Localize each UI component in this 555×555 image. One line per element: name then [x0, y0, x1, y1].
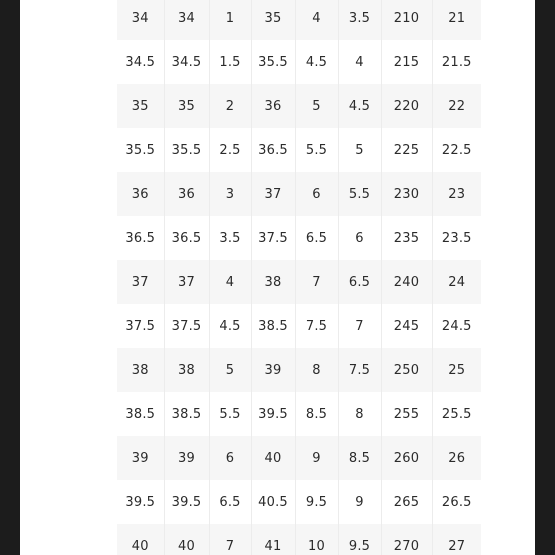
- table-cell: 1: [209, 0, 251, 40]
- table-cell: 245: [381, 304, 432, 348]
- table-cell: 39.5: [251, 392, 295, 436]
- table-cell: 38: [251, 260, 295, 304]
- table-cell: 38: [117, 348, 164, 392]
- table-cell: 5: [338, 128, 381, 172]
- table-cell: 23.5: [432, 216, 481, 260]
- table-row: [117, 436, 481, 480]
- table-cell: 38.5: [251, 304, 295, 348]
- table-cell: 3: [209, 172, 251, 216]
- table-cell: 38.5: [117, 392, 164, 436]
- table-cell: 7: [295, 260, 338, 304]
- table-cell: 39: [117, 436, 164, 480]
- table-cell: 37: [251, 172, 295, 216]
- table-cell: 34.5: [164, 40, 209, 84]
- table-cell: 7: [338, 304, 381, 348]
- table-cell: 265: [381, 480, 432, 524]
- table-cell: 40: [164, 524, 209, 555]
- table-cell: 37.5: [164, 304, 209, 348]
- table-cell: 1.5: [209, 40, 251, 84]
- table-cell: 2: [209, 84, 251, 128]
- table-cell: 8.5: [338, 436, 381, 480]
- table-cell: 4.5: [295, 40, 338, 84]
- table-cell: 255: [381, 392, 432, 436]
- table-cell: 39.5: [164, 480, 209, 524]
- table-cell: 225: [381, 128, 432, 172]
- table-cell: 34.5: [117, 40, 164, 84]
- table-cell: 8.5: [295, 392, 338, 436]
- table-cell: 235: [381, 216, 432, 260]
- table-cell: 34: [117, 0, 164, 40]
- table-cell: 5.5: [209, 392, 251, 436]
- table-cell: 7.5: [338, 348, 381, 392]
- table-row: [117, 480, 481, 524]
- table-cell: 6.5: [209, 480, 251, 524]
- table-cell: 8: [295, 348, 338, 392]
- table-cell: 270: [381, 524, 432, 555]
- table-cell: 7: [209, 524, 251, 555]
- table-cell: 35: [164, 84, 209, 128]
- size-table-body: [117, 0, 481, 555]
- table-cell: 39.5: [117, 480, 164, 524]
- table-cell: 5: [295, 84, 338, 128]
- table-cell: 7.5: [295, 304, 338, 348]
- table-cell: 27: [432, 524, 481, 555]
- table-cell: 6: [295, 172, 338, 216]
- size-chart-panel: [20, 0, 535, 555]
- table-cell: 38.5: [164, 392, 209, 436]
- table-row: [117, 216, 481, 260]
- table-cell: 9: [295, 436, 338, 480]
- table-cell: 5: [209, 348, 251, 392]
- table-cell: 9.5: [338, 524, 381, 555]
- table-cell: 4: [209, 260, 251, 304]
- table-cell: 4.5: [209, 304, 251, 348]
- table-cell: 35.5: [251, 40, 295, 84]
- table-cell: 5.5: [338, 172, 381, 216]
- table-row: [117, 0, 481, 40]
- table-cell: 6: [209, 436, 251, 480]
- table-cell: 22.5: [432, 128, 481, 172]
- table-cell: 37: [164, 260, 209, 304]
- table-cell: 21: [432, 0, 481, 40]
- table-cell: 4.5: [338, 84, 381, 128]
- table-cell: 260: [381, 436, 432, 480]
- table-cell: 37: [117, 260, 164, 304]
- table-cell: 36.5: [164, 216, 209, 260]
- table-cell: 4: [338, 40, 381, 84]
- table-cell: 250: [381, 348, 432, 392]
- table-cell: 21.5: [432, 40, 481, 84]
- table-cell: 3.5: [338, 0, 381, 40]
- table-cell: 35: [251, 0, 295, 40]
- table-row: [117, 128, 481, 172]
- table-cell: 10: [295, 524, 338, 555]
- table-cell: 41: [251, 524, 295, 555]
- table-cell: 36: [117, 172, 164, 216]
- table-cell: 5.5: [295, 128, 338, 172]
- table-cell: 210: [381, 0, 432, 40]
- table-cell: 215: [381, 40, 432, 84]
- table-cell: 6.5: [338, 260, 381, 304]
- table-cell: 9: [338, 480, 381, 524]
- table-row: [117, 304, 481, 348]
- table-cell: 6.5: [295, 216, 338, 260]
- table-cell: 2.5: [209, 128, 251, 172]
- table-row: [117, 172, 481, 216]
- table-cell: 37.5: [251, 216, 295, 260]
- size-table: [117, 0, 481, 555]
- table-row: [117, 392, 481, 436]
- table-row: [117, 524, 481, 555]
- table-row: [117, 348, 481, 392]
- table-cell: 24: [432, 260, 481, 304]
- table-cell: 220: [381, 84, 432, 128]
- table-cell: 39: [251, 348, 295, 392]
- table-cell: 35.5: [117, 128, 164, 172]
- table-cell: 36.5: [117, 216, 164, 260]
- table-cell: 39: [164, 436, 209, 480]
- table-cell: 40.5: [251, 480, 295, 524]
- table-cell: 23: [432, 172, 481, 216]
- table-cell: 40: [117, 524, 164, 555]
- table-cell: 36: [164, 172, 209, 216]
- table-cell: 40: [251, 436, 295, 480]
- table-cell: 25: [432, 348, 481, 392]
- table-cell: 36.5: [251, 128, 295, 172]
- table-cell: 26: [432, 436, 481, 480]
- table-cell: 34: [164, 0, 209, 40]
- table-row: [117, 84, 481, 128]
- table-cell: 4: [295, 0, 338, 40]
- table-cell: 35: [117, 84, 164, 128]
- table-row: [117, 40, 481, 84]
- table-cell: 24.5: [432, 304, 481, 348]
- table-cell: 37.5: [117, 304, 164, 348]
- table-cell: 22: [432, 84, 481, 128]
- table-cell: 8: [338, 392, 381, 436]
- table-cell: 25.5: [432, 392, 481, 436]
- table-cell: 9.5: [295, 480, 338, 524]
- table-cell: 26.5: [432, 480, 481, 524]
- table-cell: 36: [251, 84, 295, 128]
- table-row: [117, 260, 481, 304]
- table-cell: 38: [164, 348, 209, 392]
- table-cell: 35.5: [164, 128, 209, 172]
- table-cell: 6: [338, 216, 381, 260]
- table-cell: 240: [381, 260, 432, 304]
- table-cell: 230: [381, 172, 432, 216]
- table-cell: 3.5: [209, 216, 251, 260]
